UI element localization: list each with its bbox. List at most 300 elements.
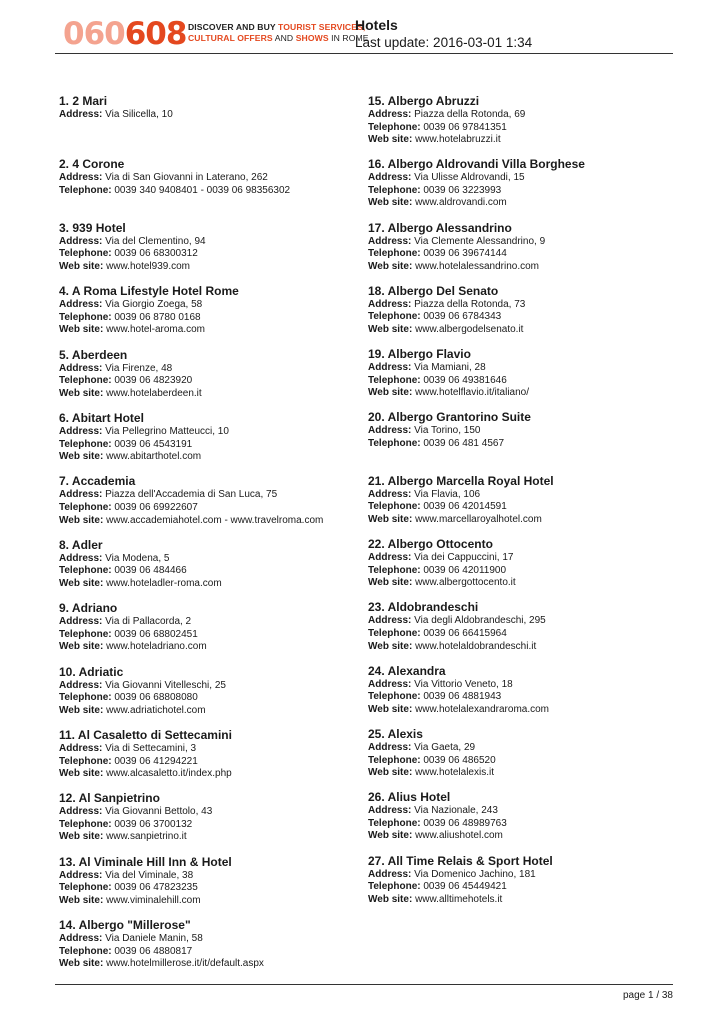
hotel-entry (59, 538, 359, 601)
hotel-name: 23. Aldobrandeschi (368, 600, 479, 615)
address-label: Address: (368, 362, 412, 374)
telephone-value: 0039 06 4543191 (114, 438, 193, 450)
website-value[interactable]: www.hotelabruzzi.it (415, 134, 501, 146)
telephone-line (59, 375, 359, 388)
website-line[interactable] (368, 324, 668, 337)
telephone-value: 0039 06 68808080 (114, 692, 198, 704)
website-label: Web site: (59, 260, 104, 272)
telephone-value: 0039 06 8780 0168 (114, 311, 201, 323)
telephone-value: 0039 06 69922607 (114, 501, 198, 513)
address-label: Address: (368, 488, 412, 500)
website-line[interactable] (59, 515, 359, 528)
telephone-label: Telephone: (368, 311, 421, 323)
website-line[interactable] (59, 958, 359, 971)
header-divider (55, 53, 673, 54)
address-line (59, 299, 359, 312)
telephone-line (59, 439, 359, 452)
address-value: Via Nazionale, 243 (414, 805, 498, 817)
address-line (59, 363, 359, 376)
hotel-entry (59, 284, 359, 347)
address-line (59, 616, 359, 629)
website-value[interactable]: www.hotel939.com (106, 260, 190, 272)
website-label: Web site: (368, 640, 413, 652)
telephone-value: 0039 06 48989763 (423, 817, 507, 829)
telephone-label: Telephone: (368, 374, 421, 386)
website-value[interactable]: www.marcellaroyalhotel.com (415, 513, 542, 525)
telephone-value: 0039 06 47823235 (114, 882, 198, 894)
website-label: Web site: (368, 703, 413, 715)
address-value: Via degli Aldobrandeschi, 295 (414, 615, 546, 627)
website-line[interactable] (59, 768, 359, 781)
address-label: Address: (59, 299, 103, 311)
hotel-entry (368, 284, 668, 347)
telephone-value: 0039 06 486520 (423, 754, 496, 766)
address-line (59, 870, 359, 883)
address-label: Address: (368, 172, 412, 184)
telephone-value: 0039 06 4880817 (114, 945, 193, 957)
hotel-name: 26. Alius Hotel (368, 790, 451, 805)
hotel-name: 3. 939 Hotel (59, 220, 126, 235)
page-number: page 1 / 38 (622, 990, 673, 1001)
website-value[interactable]: www.hotelalexandraroma.com (415, 703, 550, 715)
logo-060608[interactable] (63, 16, 186, 52)
website-line[interactable] (368, 830, 668, 843)
website-label: Web site: (59, 577, 104, 589)
address-value: Via Modena, 5 (105, 552, 170, 564)
hotel-entry (59, 474, 359, 537)
telephone-line (59, 692, 359, 705)
address-label: Address: (59, 552, 103, 564)
telephone-line (59, 502, 359, 515)
hotel-entry (59, 601, 359, 664)
address-label: Address: (59, 425, 103, 437)
website-value[interactable]: www.hotelalessandrino.com (415, 260, 540, 272)
address-value: Piazza della Rotonda, 73 (414, 298, 526, 310)
website-line[interactable] (59, 578, 359, 591)
website-value[interactable]: www.alltimehotels.it (415, 893, 503, 905)
telephone-label: Telephone: (59, 311, 112, 323)
address-line (59, 743, 359, 756)
address-line (59, 236, 359, 249)
page-title: Hotels (355, 17, 398, 33)
hotel-entry (59, 221, 359, 284)
address-line (59, 553, 359, 566)
website-value[interactable]: www.abitarthotel.com (106, 451, 202, 463)
telephone-label: Telephone: (59, 628, 112, 640)
address-label: Address: (368, 109, 412, 120)
right-column (368, 94, 668, 917)
website-value[interactable]: www.albergottocento.it (415, 577, 516, 589)
website-label: Web site: (59, 387, 104, 399)
telephone-label: Telephone: (368, 501, 421, 513)
address-label: Address: (368, 552, 412, 564)
address-line (368, 172, 668, 185)
hotel-name: 7. Accademia (59, 474, 136, 489)
hotel-entry (59, 855, 359, 918)
website-label: Web site: (368, 387, 413, 399)
address-line (59, 426, 359, 439)
hotel-entry (368, 664, 668, 727)
website-value[interactable]: www.hoteladler-roma.com (106, 577, 222, 589)
website-line[interactable] (368, 767, 668, 780)
website-value[interactable]: www.sanpietrino.it (106, 831, 187, 843)
telephone-line (368, 122, 668, 135)
website-line[interactable] (368, 577, 668, 590)
telephone-line (368, 185, 668, 198)
address-label: Address: (59, 489, 103, 501)
telephone-line (368, 628, 668, 641)
address-line (368, 552, 668, 565)
telephone-label: Telephone: (59, 501, 112, 513)
hotel-entry (59, 94, 359, 157)
tagline-part: AND (272, 33, 296, 43)
address-label: Address: (59, 806, 103, 818)
website-label: Web site: (59, 451, 104, 463)
telephone-line (368, 755, 668, 768)
telephone-value: 0039 06 68802451 (114, 628, 198, 640)
hotel-entry (368, 221, 668, 284)
hotel-name: 16. Albergo Aldrovandi Villa Borghese (368, 157, 585, 172)
website-line[interactable] (368, 134, 668, 147)
address-line (59, 172, 359, 185)
telephone-value: 0039 06 3700132 (114, 818, 193, 830)
address-value: Via Gaeta, 29 (414, 741, 476, 753)
telephone-value: 0039 06 97841351 (423, 121, 507, 133)
website-line[interactable] (59, 831, 359, 844)
address-value: Via di San Giovanni in Laterano, 262 (105, 172, 268, 184)
telephone-line (59, 629, 359, 642)
hotel-entry (59, 728, 359, 791)
address-value: Via Giovanni Vitelleschi, 25 (105, 679, 226, 691)
hotel-name: 10. Adriatic (59, 664, 124, 679)
website-value[interactable]: www.hotelaldobrandeschi.it (415, 640, 537, 652)
tagline-highlight: SHOWS (295, 33, 329, 43)
address-label: Address: (59, 869, 103, 881)
address-value: Via di Pallacorda, 2 (105, 616, 192, 628)
website-label: Web site: (59, 704, 104, 716)
telephone-value: 0039 06 49381646 (423, 374, 507, 386)
hotel-entry (368, 727, 668, 790)
website-label: Web site: (59, 958, 104, 970)
website-value[interactable]: www.accademiahotel.com - www.travelroma.com (106, 514, 324, 526)
hotel-entry (368, 474, 668, 537)
telephone-label: Telephone: (59, 692, 112, 704)
telephone-label: Telephone: (59, 184, 112, 196)
hotel-entry (59, 791, 359, 854)
telephone-line (59, 882, 359, 895)
address-label: Address: (368, 235, 412, 247)
address-value: Via Flavia, 106 (414, 488, 481, 500)
telephone-value: 0039 06 481 4567 (423, 438, 505, 450)
website-line[interactable] (368, 197, 668, 210)
website-label: Web site: (368, 324, 413, 336)
telephone-line (368, 311, 668, 324)
telephone-label: Telephone: (59, 755, 112, 767)
address-label: Address: (59, 616, 103, 628)
website-value[interactable]: www.hotelaberdeen.it (106, 387, 202, 399)
hotel-name: 13. Al Viminale Hill Inn & Hotel (59, 854, 232, 869)
address-label: Address: (368, 615, 412, 627)
telephone-line (59, 185, 359, 198)
address-value: Via Giovanni Bettolo, 43 (105, 806, 213, 818)
website-label: Web site: (368, 260, 413, 272)
hotel-name: 22. Albergo Ottocento (368, 537, 493, 552)
hotel-entry (368, 537, 668, 600)
hotel-name: 20. Albergo Grantorino Suite (368, 410, 531, 425)
address-value: Via del Clementino, 94 (105, 235, 206, 247)
address-line (59, 806, 359, 819)
website-label: Web site: (59, 831, 104, 843)
hotel-name: 21. Albergo Marcella Royal Hotel (368, 473, 554, 488)
hotel-entry (59, 918, 359, 981)
address-value: Via Pellegrino Matteucci, 10 (105, 425, 229, 437)
address-line (368, 489, 668, 502)
website-line[interactable] (59, 388, 359, 401)
telephone-line (368, 691, 668, 704)
address-line (368, 679, 668, 692)
telephone-label: Telephone: (59, 438, 112, 450)
website-line[interactable] (368, 641, 668, 654)
hotel-name: 14. Albergo "Millerose" (59, 918, 191, 933)
website-label: Web site: (368, 197, 413, 209)
hotel-entry (368, 347, 668, 410)
address-line (59, 933, 359, 946)
address-label: Address: (368, 298, 412, 310)
telephone-line (368, 501, 668, 514)
hotel-entry (59, 348, 359, 411)
tagline-part: IN ROME (328, 33, 369, 43)
address-label: Address: (368, 868, 412, 880)
hotel-name: 25. Alexis (368, 726, 423, 741)
telephone-value: 0039 06 41294221 (114, 755, 198, 767)
hotel-name: 24. Alexandra (368, 663, 446, 678)
website-value[interactable]: www.hotelalexis.it (415, 767, 494, 779)
logo-digits-a: 060 (63, 16, 125, 52)
telephone-value: 0039 06 42011900 (423, 564, 507, 576)
address-value: Via Clemente Alessandrino, 9 (414, 235, 546, 247)
address-label: Address: (59, 742, 103, 754)
website-label: Web site: (368, 830, 413, 842)
address-value: Via Silicella, 10 (105, 109, 173, 120)
hotel-name: 19. Albergo Flavio (368, 347, 471, 362)
website-value[interactable]: www.aldrovandi.com (415, 197, 507, 209)
address-line (59, 680, 359, 693)
address-line (368, 362, 668, 375)
address-value: Via Mamiani, 28 (414, 362, 486, 374)
website-label: Web site: (368, 577, 413, 589)
hotel-name: 27. All Time Relais & Sport Hotel (368, 853, 553, 868)
tagline-highlight: CULTURAL OFFERS (188, 33, 273, 43)
hotel-name: 18. Albergo Del Senato (368, 283, 499, 298)
website-value[interactable]: www.hotelmillerose.it/it/default.aspx (106, 958, 264, 970)
telephone-line (59, 565, 359, 578)
telephone-line (59, 946, 359, 959)
address-value: Via di Settecamini, 3 (105, 742, 197, 754)
telephone-value: 0039 06 42014591 (423, 501, 507, 513)
telephone-label: Telephone: (368, 754, 421, 766)
website-line[interactable] (59, 324, 359, 337)
website-label: Web site: (59, 641, 104, 653)
telephone-value: 0039 06 68300312 (114, 248, 198, 260)
address-label: Address: (59, 235, 103, 247)
telephone-line (368, 565, 668, 578)
telephone-line (59, 312, 359, 325)
address-value: Via Domenico Jachino, 181 (414, 868, 536, 880)
telephone-label: Telephone: (368, 438, 421, 450)
address-label: Address: (59, 362, 103, 374)
website-value[interactable]: www.viminalehill.com (106, 894, 201, 906)
address-line (368, 109, 668, 122)
hotel-entry (368, 790, 668, 853)
address-value: Via Daniele Manin, 58 (105, 933, 203, 945)
website-line[interactable] (368, 514, 668, 527)
hotel-name: 8. Adler (59, 537, 103, 552)
address-label: Address: (368, 425, 412, 437)
hotel-name: 5. Aberdeen (59, 347, 128, 362)
telephone-label: Telephone: (59, 248, 112, 260)
hotel-entry (368, 600, 668, 663)
address-line (368, 236, 668, 249)
address-value: Via Ulisse Aldrovandi, 15 (414, 172, 525, 184)
website-label: Web site: (59, 514, 104, 526)
telephone-label: Telephone: (59, 375, 112, 387)
address-label: Address: (59, 933, 103, 945)
telephone-value: 0039 06 484466 (114, 565, 187, 577)
telephone-value: 0039 06 4823920 (114, 375, 193, 387)
footer-divider (55, 984, 673, 985)
telephone-value: 0039 06 39674144 (423, 248, 507, 260)
website-label: Web site: (368, 893, 413, 905)
telephone-label: Telephone: (368, 691, 421, 703)
address-line (59, 489, 359, 502)
website-value[interactable]: www.alcasaletto.it/index.php (106, 768, 232, 780)
hotel-name: 15. Albergo Abruzzi (368, 94, 480, 108)
tagline-part: DISCOVER AND BUY (188, 22, 279, 32)
website-line[interactable] (368, 261, 668, 274)
website-value[interactable]: www.aliushotel.com (415, 830, 503, 842)
website-line[interactable] (368, 387, 668, 400)
address-label: Address: (59, 679, 103, 691)
website-label: Web site: (59, 768, 104, 780)
address-line (368, 299, 668, 312)
telephone-value: 0039 06 3223993 (423, 184, 502, 196)
website-line[interactable] (59, 451, 359, 464)
hotel-name: 6. Abitart Hotel (59, 410, 144, 425)
left-column (59, 94, 359, 981)
telephone-label: Telephone: (368, 184, 421, 196)
logo-digits-b: 608 (124, 16, 187, 52)
hotel-name: 2. 4 Corone (59, 157, 125, 172)
address-label: Address: (59, 172, 103, 184)
address-value: Piazza dell'Accademia di San Luca, 75 (105, 489, 278, 501)
address-value: Via Firenze, 48 (105, 362, 173, 374)
tagline-highlight: TOURIST SERVICES, (278, 22, 366, 32)
website-value[interactable]: www.hotel-aroma.com (106, 324, 205, 336)
website-value[interactable]: www.adriatichotel.com (106, 704, 206, 716)
telephone-label: Telephone: (59, 882, 112, 894)
address-line (59, 109, 359, 122)
telephone-line (59, 756, 359, 769)
hotel-name: 9. Adriano (59, 601, 118, 616)
address-value: Via Torino, 150 (414, 425, 481, 437)
hotel-name: 17. Albergo Alessandrino (368, 220, 512, 235)
address-line (368, 805, 668, 818)
hotel-entry (59, 157, 359, 220)
hotel-name: 11. Al Casaletto di Settecamini (59, 727, 232, 742)
telephone-value: 0039 06 6784343 (423, 311, 502, 323)
address-value: Piazza della Rotonda, 69 (414, 109, 526, 120)
hotel-entry (368, 157, 668, 220)
address-value: Via Giorgio Zoega, 58 (105, 299, 203, 311)
website-line[interactable] (59, 641, 359, 654)
address-label: Address: (59, 109, 103, 120)
hotel-name: 1. 2 Mari (59, 94, 108, 108)
website-line[interactable] (368, 704, 668, 717)
website-label: Web site: (368, 134, 413, 146)
address-line (368, 615, 668, 628)
hotel-name: 4. A Roma Lifestyle Hotel Rome (59, 284, 239, 299)
telephone-line (368, 881, 668, 894)
telephone-value: 0039 06 4881943 (423, 691, 502, 703)
hotel-entry (368, 94, 668, 157)
telephone-label: Telephone: (59, 565, 112, 577)
telephone-line (368, 438, 668, 451)
website-value[interactable]: www.albergodelsenato.it (415, 324, 524, 336)
website-line[interactable] (368, 894, 668, 907)
address-label: Address: (368, 678, 412, 690)
telephone-label: Telephone: (368, 121, 421, 133)
page-header (55, 14, 673, 54)
address-label: Address: (368, 741, 412, 753)
website-value[interactable]: www.hotelflavio.it/italiano/ (415, 387, 530, 399)
address-value: Via del Viminale, 38 (105, 869, 194, 881)
website-value[interactable]: www.hoteladriano.com (106, 641, 207, 653)
address-line (368, 425, 668, 438)
address-value: Via dei Cappuccini, 17 (414, 552, 514, 564)
website-line[interactable] (59, 261, 359, 274)
last-update: Last update: 2016-03-01 1:34 (355, 35, 533, 50)
telephone-label: Telephone: (368, 881, 421, 893)
telephone-line (59, 819, 359, 832)
telephone-label: Telephone: (368, 564, 421, 576)
telephone-label: Telephone: (59, 818, 112, 830)
address-line (368, 742, 668, 755)
telephone-line (368, 818, 668, 831)
telephone-line (59, 248, 359, 261)
logo-tagline (188, 22, 369, 44)
telephone-label: Telephone: (368, 248, 421, 260)
telephone-label: Telephone: (368, 627, 421, 639)
telephone-label: Telephone: (368, 817, 421, 829)
telephone-value: 0039 06 66415964 (423, 627, 507, 639)
telephone-line (368, 375, 668, 388)
website-label: Web site: (368, 513, 413, 525)
hotel-entry (368, 410, 668, 473)
hotel-name: 12. Al Sanpietrino (59, 791, 160, 806)
telephone-value: 0039 06 45449421 (423, 881, 507, 893)
website-label: Web site: (59, 324, 104, 336)
hotel-entry (368, 854, 668, 917)
address-line (368, 869, 668, 882)
address-value: Via Vittorio Veneto, 18 (414, 678, 513, 690)
website-label: Web site: (59, 894, 104, 906)
website-line[interactable] (59, 895, 359, 908)
website-line[interactable] (59, 705, 359, 718)
hotel-entry (59, 665, 359, 728)
telephone-value: 0039 340 9408401 - 0039 06 98356302 (114, 184, 291, 196)
address-label: Address: (368, 805, 412, 817)
website-label: Web site: (368, 767, 413, 779)
